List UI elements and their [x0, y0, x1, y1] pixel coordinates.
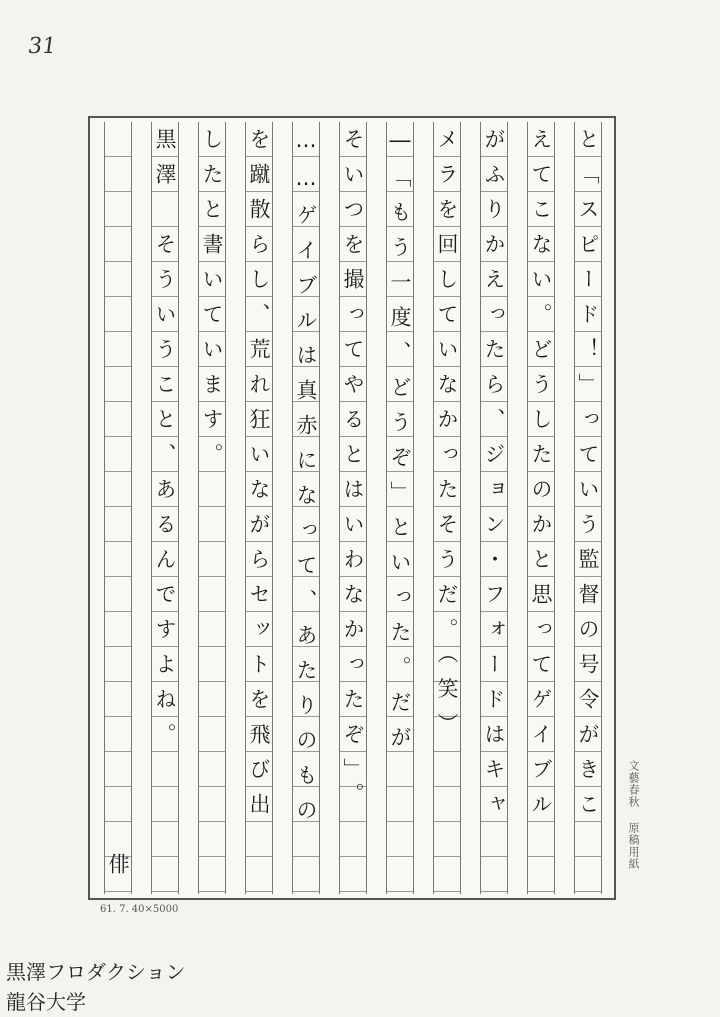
manuscript-column	[104, 122, 132, 894]
manuscript-paper	[88, 116, 616, 900]
manuscript-column	[574, 122, 602, 894]
manuscript-column-text: ―「もう一度、どうぞ」といった。だが	[388, 128, 412, 761]
manuscript-column-text: がふりかえったら、ジョン・フォードはキャ	[482, 128, 506, 828]
manuscript-column	[245, 122, 273, 894]
manuscript-column	[292, 122, 320, 894]
manuscript-column	[386, 122, 414, 894]
manuscript-column-text: を蹴散らし、荒れ狂いながらセットを飛び出	[247, 128, 271, 828]
credit-line-production: 黒澤フロダクション	[6, 960, 186, 984]
manuscript-column	[527, 122, 555, 894]
manuscript-column	[480, 122, 508, 894]
credit-line-university: 龍谷大学	[6, 990, 86, 1014]
manuscript-column	[433, 122, 461, 894]
speaker-mark: 俳	[106, 853, 130, 888]
paper-code-label: 61. 7. 40×5000	[100, 904, 179, 915]
manuscript-column-text: 黒澤 そういうこと、あるんですよね。	[153, 128, 177, 758]
manuscript-column-text: そいつを撮ってやるとはいわなかったぞ」。	[341, 128, 365, 818]
page-number: 31	[26, 34, 58, 59]
manuscript-column	[151, 122, 179, 894]
manuscript-column-text: と「スピード！」っていう監督の号令がきこ	[576, 128, 600, 828]
manuscript-column-text: えてこない。どうしたのかと思ってゲイブル	[529, 128, 553, 828]
manuscript-column-text: ……ゲイブルは真赤になって、あたりのもの	[294, 128, 318, 834]
manuscript-column	[198, 122, 226, 894]
credits	[6, 957, 186, 1017]
manuscript-column-text: メラを回していなかったそうだ。（笑）	[435, 128, 459, 748]
manuscript-column	[339, 122, 367, 894]
manuscript-column-text: したと書いています。	[200, 128, 224, 478]
paper-brand-label: 文藝春秋 原稿用紙	[627, 760, 640, 870]
